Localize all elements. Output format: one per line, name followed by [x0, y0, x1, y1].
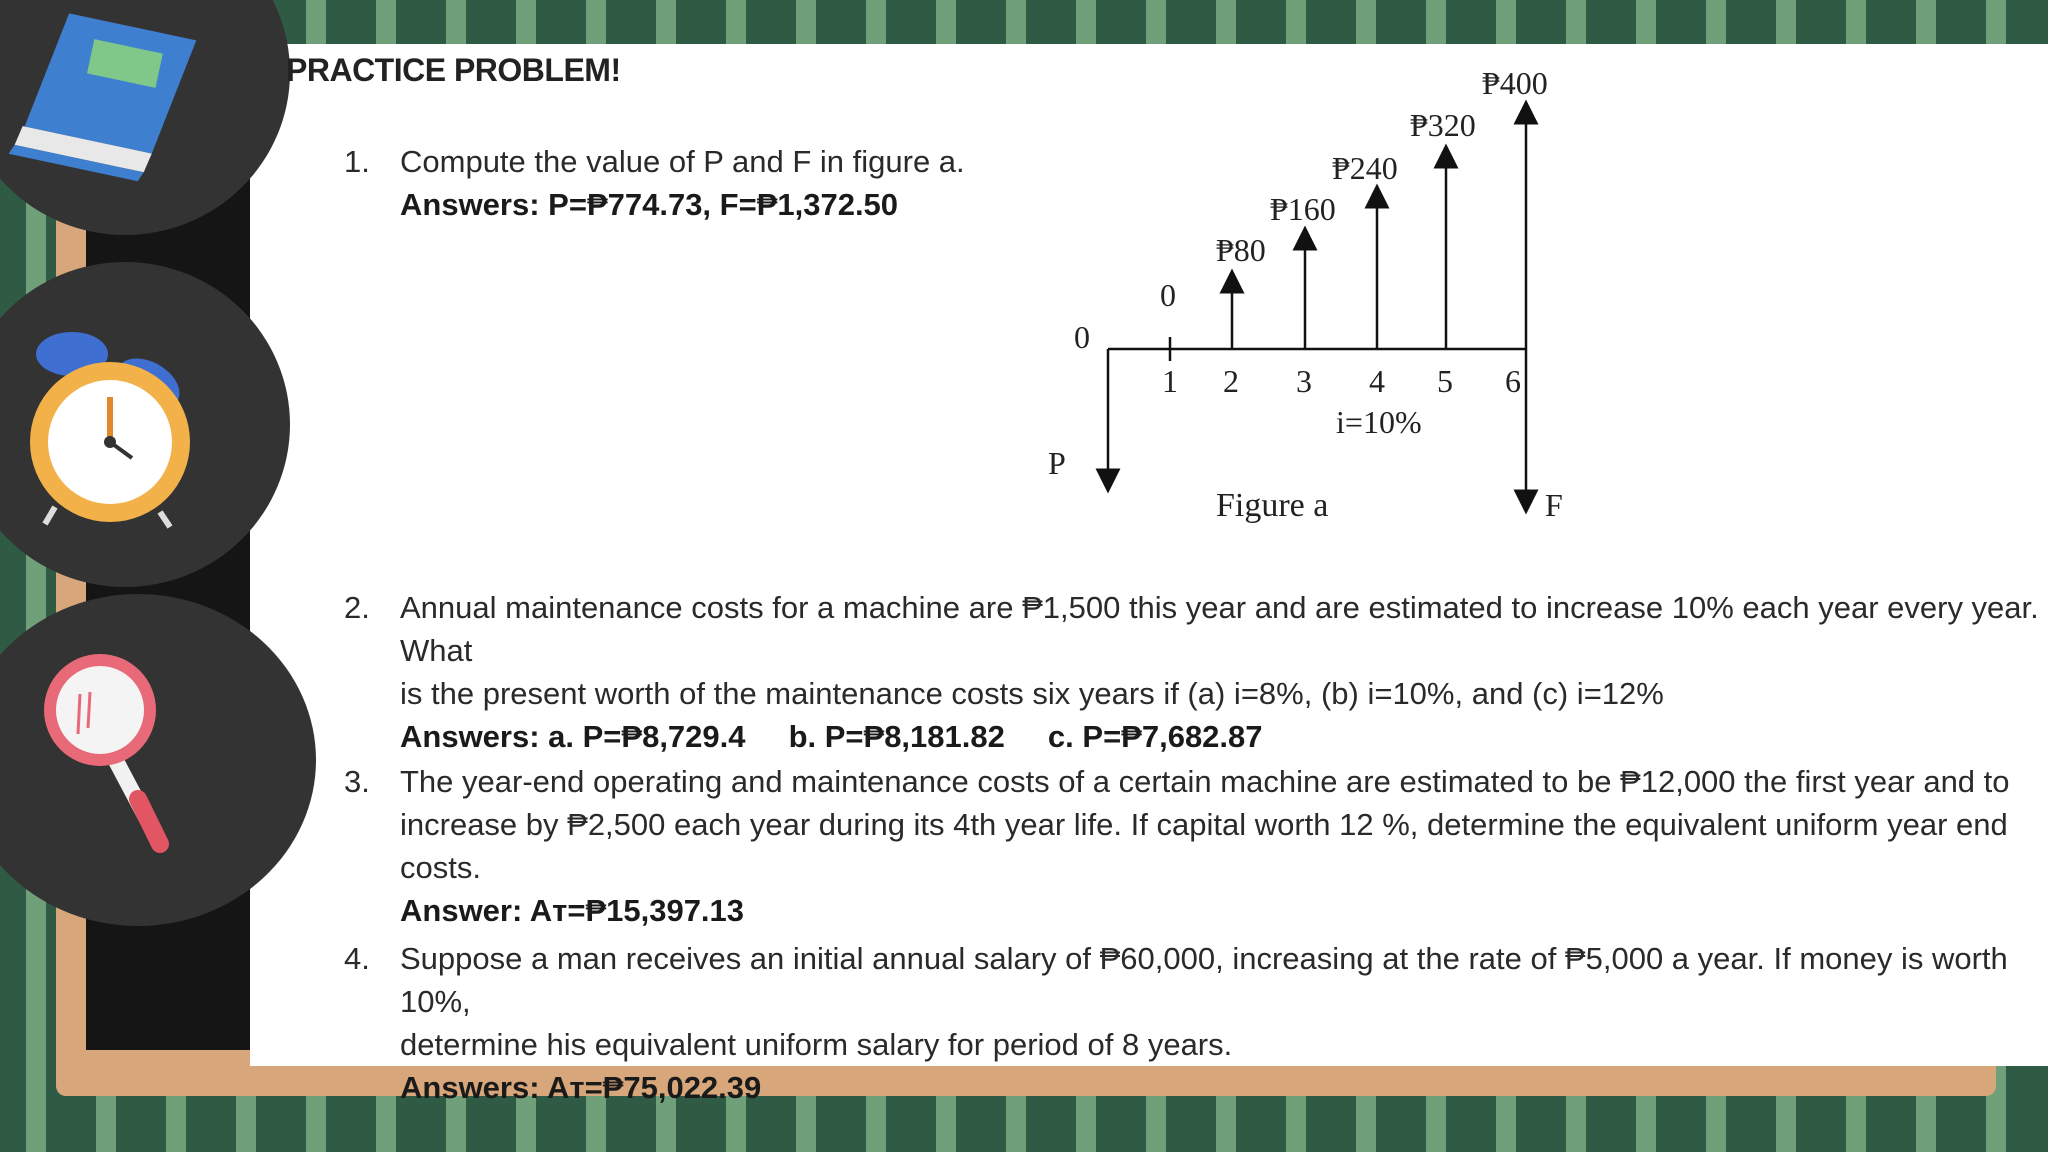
- cash-label-400: ₱400: [1482, 65, 1548, 101]
- problem-3: [344, 760, 2048, 932]
- cash-flow-diagram: [1040, 56, 1600, 536]
- magnifying-glass-icon-circle: [0, 594, 316, 926]
- tick-label-5: 5: [1437, 363, 1453, 399]
- tick-label-2: 2: [1223, 363, 1239, 399]
- page-title: PRACTICE PROBLEM!: [286, 52, 621, 88]
- problem-answer: Answers: a. P=₱8,729.4 b. P=₱8,181.82 c. P=₱7,682.87: [400, 719, 1263, 754]
- problem-answer: Answers: P=₱774.73, F=₱1,372.50: [400, 187, 899, 222]
- cash-label-80: ₱80: [1216, 232, 1266, 268]
- problem-number: 1.: [344, 144, 370, 179]
- problem-answer: Answer: Aᴛ=₱15,397.13: [400, 893, 745, 928]
- magnifying-glass-icon: [0, 594, 316, 926]
- cash-label-320: ₱320: [1410, 107, 1476, 143]
- zero-mid-label: 0: [1160, 277, 1176, 313]
- book-icon-circle: [0, 0, 290, 235]
- problem-1: [344, 140, 965, 226]
- figure-caption: Figure a: [1216, 487, 1329, 524]
- tick-label-3: 3: [1296, 363, 1312, 399]
- problem-text-line-2: increase by ₱2,500 each year during its 4th year life. If capital worth 12 %, determine the equivalent uniform year end costs.: [400, 807, 2008, 885]
- problem-text-line-2: determine his equivalent uniform salary for period of 8 years.: [400, 1027, 1233, 1062]
- zero-left-label: 0: [1074, 319, 1090, 355]
- book-icon: [0, 0, 290, 235]
- problem-text: Compute the value of P and F in figure a.: [400, 144, 965, 179]
- problem-text-line-1: Suppose a man receives an initial annual salary of ₱60,000, increasing at the rate of ₱5,000 a year. If money is worth 10%,: [400, 941, 2008, 1019]
- alarm-clock-icon-circle: [0, 262, 290, 587]
- alarm-clock-icon: [0, 262, 290, 587]
- cash-label-240: ₱240: [1332, 150, 1398, 186]
- f-label: F: [1545, 487, 1563, 523]
- tick-label-6: 6: [1505, 363, 1521, 399]
- tick-label-4: 4: [1369, 363, 1385, 399]
- problem-answer: Answers: Aᴛ=₱75,022.39: [400, 1070, 762, 1105]
- problem-text-line-2: is the present worth of the maintenance costs six years if (a) i=8%, (b) i=10%, and (c) i=12%: [400, 676, 1664, 711]
- interest-rate-label: i=10%: [1336, 404, 1422, 440]
- problem-2: [344, 586, 2048, 758]
- problem-number: 4.: [344, 941, 370, 976]
- problem-number: 2.: [344, 590, 370, 625]
- problem-4: [344, 937, 2048, 1109]
- p-label: P: [1048, 445, 1066, 481]
- problem-text-line-1: Annual maintenance costs for a machine are ₱1,500 this year and are estimated to increase 10% each year every year. What: [400, 590, 2039, 668]
- tick-label-1: 1: [1162, 363, 1178, 399]
- cash-label-160: ₱160: [1270, 191, 1336, 227]
- problem-number: 3.: [344, 764, 370, 799]
- problem-text-line-1: The year-end operating and maintenance costs of a certain machine are estimated to be ₱12,000 the first year and to: [400, 764, 2010, 799]
